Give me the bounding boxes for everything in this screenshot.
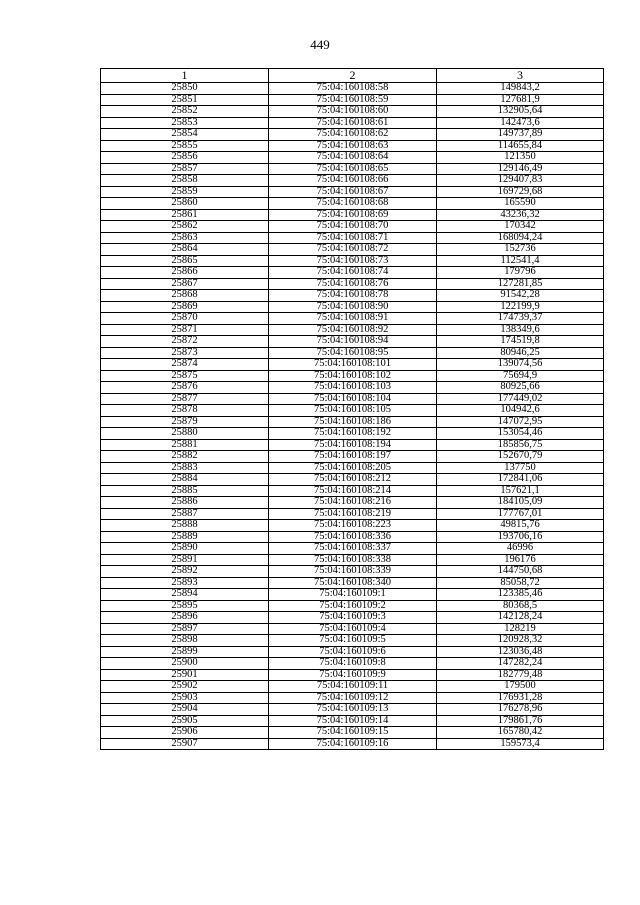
table-row	[101, 462, 604, 474]
table-row	[101, 393, 604, 405]
row-number-cell: 25880	[101, 428, 269, 440]
value-cell: 137750	[437, 462, 604, 474]
cadastral-number-cell: 75:04:160108:336	[269, 531, 437, 543]
value-cell: 179500	[437, 681, 604, 693]
row-number-cell: 25903	[101, 692, 269, 704]
cadastral-number-cell: 75:04:160109:6	[269, 646, 437, 658]
value-cell: 49815,76	[437, 520, 604, 532]
row-number-cell: 25856	[101, 152, 269, 164]
row-number-cell: 25864	[101, 244, 269, 256]
table-row	[101, 635, 604, 647]
cadastral-number-cell: 75:04:160108:101	[269, 359, 437, 371]
table-row	[101, 106, 604, 118]
cadastral-number-cell: 75:04:160108:63	[269, 140, 437, 152]
cadastral-number-cell: 75:04:160108:70	[269, 221, 437, 233]
cadastral-number-cell: 75:04:160108:60	[269, 106, 437, 118]
value-cell: 149737,89	[437, 129, 604, 141]
cadastral-number-cell: 75:04:160108:74	[269, 267, 437, 279]
value-cell: 129407,83	[437, 175, 604, 187]
table-row	[101, 175, 604, 187]
value-cell: 176931,28	[437, 692, 604, 704]
cadastral-number-cell: 75:04:160108:223	[269, 520, 437, 532]
row-number-cell: 25879	[101, 416, 269, 428]
table-row	[101, 83, 604, 95]
row-number-cell: 25881	[101, 439, 269, 451]
value-cell: 139074,56	[437, 359, 604, 371]
cadastral-number-cell: 75:04:160108:69	[269, 209, 437, 221]
value-cell: 123385,46	[437, 589, 604, 601]
row-number-cell: 25852	[101, 106, 269, 118]
table-row	[101, 451, 604, 463]
table-row	[101, 554, 604, 566]
row-number-cell: 25889	[101, 531, 269, 543]
row-number-cell: 25876	[101, 382, 269, 394]
table-row	[101, 485, 604, 497]
cadastral-number-cell: 75:04:160108:61	[269, 117, 437, 129]
table-row	[101, 140, 604, 152]
cadastral-number-cell: 75:04:160108:186	[269, 416, 437, 428]
row-number-cell: 25883	[101, 462, 269, 474]
cadastral-number-cell: 75:04:160108:194	[269, 439, 437, 451]
value-cell: 128219	[437, 623, 604, 635]
cadastral-number-cell: 75:04:160108:192	[269, 428, 437, 440]
cadastral-number-cell: 75:04:160108:76	[269, 278, 437, 290]
cadastral-number-cell: 75:04:160108:212	[269, 474, 437, 486]
value-cell: 142473,6	[437, 117, 604, 129]
cadastral-number-cell: 75:04:160108:71	[269, 232, 437, 244]
table-row	[101, 520, 604, 532]
value-cell: 120928,32	[437, 635, 604, 647]
cadastral-number-cell: 75:04:160108:64	[269, 152, 437, 164]
row-number-cell: 25885	[101, 485, 269, 497]
table-row	[101, 646, 604, 658]
page-number: 449	[310, 37, 330, 52]
cadastral-number-cell: 75:04:160108:340	[269, 577, 437, 589]
table-row	[101, 577, 604, 589]
row-number-cell: 25904	[101, 704, 269, 716]
cadastral-number-cell: 75:04:160108:92	[269, 324, 437, 336]
row-number-cell: 25897	[101, 623, 269, 635]
cadastral-number-cell: 75:04:160108:91	[269, 313, 437, 325]
table-row	[101, 336, 604, 348]
cadastral-number-cell: 75:04:160108:337	[269, 543, 437, 555]
table-row	[101, 566, 604, 578]
table-row	[101, 405, 604, 417]
row-number-cell: 25854	[101, 129, 269, 141]
table-row	[101, 278, 604, 290]
table-row	[101, 232, 604, 244]
value-cell: 149843,2	[437, 83, 604, 95]
value-cell: 172841,06	[437, 474, 604, 486]
cadastral-number-cell: 75:04:160108:104	[269, 393, 437, 405]
row-number-cell: 25891	[101, 554, 269, 566]
cadastral-number-cell: 75:04:160108:94	[269, 336, 437, 348]
value-cell: 157621,1	[437, 485, 604, 497]
row-number-cell: 25863	[101, 232, 269, 244]
table-row	[101, 623, 604, 635]
value-cell: 127281,85	[437, 278, 604, 290]
value-cell: 147282,24	[437, 658, 604, 670]
cadastral-number-cell: 75:04:160109:11	[269, 681, 437, 693]
value-cell: 165780,42	[437, 727, 604, 739]
table-row	[101, 704, 604, 716]
table-row	[101, 439, 604, 451]
row-number-cell: 25859	[101, 186, 269, 198]
cadastral-number-cell: 75:04:160108:339	[269, 566, 437, 578]
cadastral-number-cell: 75:04:160108:103	[269, 382, 437, 394]
value-cell: 121350	[437, 152, 604, 164]
column-header-2: 2	[269, 69, 437, 83]
table-row	[101, 612, 604, 624]
row-number-cell: 25890	[101, 543, 269, 555]
header-row	[101, 69, 604, 83]
table-row	[101, 508, 604, 520]
table-row	[101, 531, 604, 543]
value-cell: 179861,76	[437, 715, 604, 727]
row-number-cell: 25888	[101, 520, 269, 532]
value-cell: 142128,24	[437, 612, 604, 624]
cadastral-number-cell: 75:04:160109:15	[269, 727, 437, 739]
row-number-cell: 25899	[101, 646, 269, 658]
value-cell: 165590	[437, 198, 604, 210]
table-row	[101, 198, 604, 210]
table-row	[101, 543, 604, 555]
cadastral-number-cell: 75:04:160108:72	[269, 244, 437, 256]
cadastral-number-cell: 75:04:160108:68	[269, 198, 437, 210]
value-cell: 177449,02	[437, 393, 604, 405]
row-number-cell: 25872	[101, 336, 269, 348]
value-cell: 138349,6	[437, 324, 604, 336]
cadastral-number-cell: 75:04:160108:78	[269, 290, 437, 302]
row-number-cell: 25869	[101, 301, 269, 313]
cadastral-number-cell: 75:04:160109:13	[269, 704, 437, 716]
table-row	[101, 209, 604, 221]
value-cell: 152736	[437, 244, 604, 256]
value-cell: 75694,9	[437, 370, 604, 382]
value-cell: 177767,01	[437, 508, 604, 520]
row-number-cell: 25871	[101, 324, 269, 336]
value-cell: 129146,49	[437, 163, 604, 175]
table-row	[101, 94, 604, 106]
row-number-cell: 25906	[101, 727, 269, 739]
value-cell: 91542,28	[437, 290, 604, 302]
row-number-cell: 25894	[101, 589, 269, 601]
table-row	[101, 681, 604, 693]
cadastral-number-cell: 75:04:160108:95	[269, 347, 437, 359]
row-number-cell: 25866	[101, 267, 269, 279]
value-cell: 122199,9	[437, 301, 604, 313]
row-number-cell: 25902	[101, 681, 269, 693]
value-cell: 168094,24	[437, 232, 604, 244]
value-cell: 152670,79	[437, 451, 604, 463]
row-number-cell: 25867	[101, 278, 269, 290]
value-cell: 114655,84	[437, 140, 604, 152]
value-cell: 159573,4	[437, 738, 604, 750]
value-cell: 104942,6	[437, 405, 604, 417]
row-number-cell: 25905	[101, 715, 269, 727]
column-header-3: 3	[437, 69, 604, 83]
table-row	[101, 497, 604, 509]
data-table	[100, 68, 604, 750]
table-row	[101, 347, 604, 359]
row-number-cell: 25901	[101, 669, 269, 681]
table-row	[101, 244, 604, 256]
row-number-cell: 25861	[101, 209, 269, 221]
value-cell: 153054,46	[437, 428, 604, 440]
cadastral-number-cell: 75:04:160108:102	[269, 370, 437, 382]
value-cell: 174519,8	[437, 336, 604, 348]
cadastral-number-cell: 75:04:160108:66	[269, 175, 437, 187]
table-row	[101, 370, 604, 382]
row-number-cell: 25892	[101, 566, 269, 578]
value-cell: 80925,66	[437, 382, 604, 394]
value-cell: 185856,75	[437, 439, 604, 451]
value-cell: 123036,48	[437, 646, 604, 658]
table-row	[101, 600, 604, 612]
row-number-cell: 25893	[101, 577, 269, 589]
table-row	[101, 658, 604, 670]
cadastral-number-cell: 75:04:160109:1	[269, 589, 437, 601]
value-cell: 80946,25	[437, 347, 604, 359]
cadastral-number-cell: 75:04:160109:2	[269, 600, 437, 612]
row-number-cell: 25898	[101, 635, 269, 647]
value-cell: 147072,95	[437, 416, 604, 428]
row-number-cell: 25862	[101, 221, 269, 233]
row-number-cell: 25874	[101, 359, 269, 371]
value-cell: 170342	[437, 221, 604, 233]
table-body	[101, 83, 604, 750]
value-cell: 184105,09	[437, 497, 604, 509]
cadastral-number-cell: 75:04:160108:338	[269, 554, 437, 566]
cadastral-number-cell: 75:04:160109:8	[269, 658, 437, 670]
cadastral-number-cell: 75:04:160108:62	[269, 129, 437, 141]
cadastral-number-cell: 75:04:160108:105	[269, 405, 437, 417]
row-number-cell: 25877	[101, 393, 269, 405]
cadastral-number-cell: 75:04:160109:16	[269, 738, 437, 750]
value-cell: 132905,64	[437, 106, 604, 118]
table-row	[101, 428, 604, 440]
cadastral-number-cell: 75:04:160108:65	[269, 163, 437, 175]
cadastral-number-cell: 75:04:160109:12	[269, 692, 437, 704]
table-row	[101, 669, 604, 681]
cadastral-number-cell: 75:04:160108:214	[269, 485, 437, 497]
row-number-cell: 25896	[101, 612, 269, 624]
table-row	[101, 186, 604, 198]
column-header-1: 1	[101, 69, 269, 83]
row-number-cell: 25851	[101, 94, 269, 106]
row-number-cell: 25853	[101, 117, 269, 129]
cadastral-number-cell: 75:04:160108:73	[269, 255, 437, 267]
row-number-cell: 25873	[101, 347, 269, 359]
row-number-cell: 25858	[101, 175, 269, 187]
value-cell: 179796	[437, 267, 604, 279]
table-row	[101, 255, 604, 267]
table-row	[101, 290, 604, 302]
row-number-cell: 25870	[101, 313, 269, 325]
row-number-cell: 25875	[101, 370, 269, 382]
table-row	[101, 359, 604, 371]
row-number-cell: 25865	[101, 255, 269, 267]
value-cell: 127681,9	[437, 94, 604, 106]
table-row	[101, 727, 604, 739]
row-number-cell: 25895	[101, 600, 269, 612]
table-row	[101, 301, 604, 313]
value-cell: 46996	[437, 543, 604, 555]
value-cell: 174739,37	[437, 313, 604, 325]
row-number-cell: 25882	[101, 451, 269, 463]
table-row	[101, 589, 604, 601]
value-cell: 176278,96	[437, 704, 604, 716]
row-number-cell: 25860	[101, 198, 269, 210]
row-number-cell: 25878	[101, 405, 269, 417]
cadastral-number-cell: 75:04:160108:197	[269, 451, 437, 463]
row-number-cell: 25868	[101, 290, 269, 302]
table-row	[101, 324, 604, 336]
cadastral-number-cell: 75:04:160108:59	[269, 94, 437, 106]
value-cell: 196176	[437, 554, 604, 566]
table-row	[101, 715, 604, 727]
value-cell: 43236,32	[437, 209, 604, 221]
cadastral-number-cell: 75:04:160109:14	[269, 715, 437, 727]
row-number-cell: 25850	[101, 83, 269, 95]
table-row	[101, 692, 604, 704]
cadastral-number-cell: 75:04:160109:3	[269, 612, 437, 624]
cadastral-number-cell: 75:04:160109:4	[269, 623, 437, 635]
value-cell: 144750,68	[437, 566, 604, 578]
table-row	[101, 163, 604, 175]
cadastral-number-cell: 75:04:160108:205	[269, 462, 437, 474]
cadastral-number-cell: 75:04:160109:9	[269, 669, 437, 681]
value-cell: 80368,5	[437, 600, 604, 612]
row-number-cell: 25857	[101, 163, 269, 175]
table-row	[101, 313, 604, 325]
table-row	[101, 382, 604, 394]
row-number-cell: 25886	[101, 497, 269, 509]
table-row	[101, 129, 604, 141]
cadastral-number-cell: 75:04:160108:216	[269, 497, 437, 509]
value-cell: 182779,48	[437, 669, 604, 681]
value-cell: 112541,4	[437, 255, 604, 267]
row-number-cell: 25907	[101, 738, 269, 750]
cadastral-number-cell: 75:04:160108:67	[269, 186, 437, 198]
table-row	[101, 221, 604, 233]
cadastral-number-cell: 75:04:160108:219	[269, 508, 437, 520]
row-number-cell: 25855	[101, 140, 269, 152]
value-cell: 85058,72	[437, 577, 604, 589]
row-number-cell: 25900	[101, 658, 269, 670]
table-row	[101, 738, 604, 750]
table-row	[101, 267, 604, 279]
value-cell: 169729,68	[437, 186, 604, 198]
table-row	[101, 117, 604, 129]
value-cell: 193706,16	[437, 531, 604, 543]
cadastral-number-cell: 75:04:160108:90	[269, 301, 437, 313]
cadastral-number-cell: 75:04:160109:5	[269, 635, 437, 647]
row-number-cell: 25887	[101, 508, 269, 520]
table-row	[101, 152, 604, 164]
cadastral-number-cell: 75:04:160108:58	[269, 83, 437, 95]
table-row	[101, 416, 604, 428]
table-row	[101, 474, 604, 486]
row-number-cell: 25884	[101, 474, 269, 486]
